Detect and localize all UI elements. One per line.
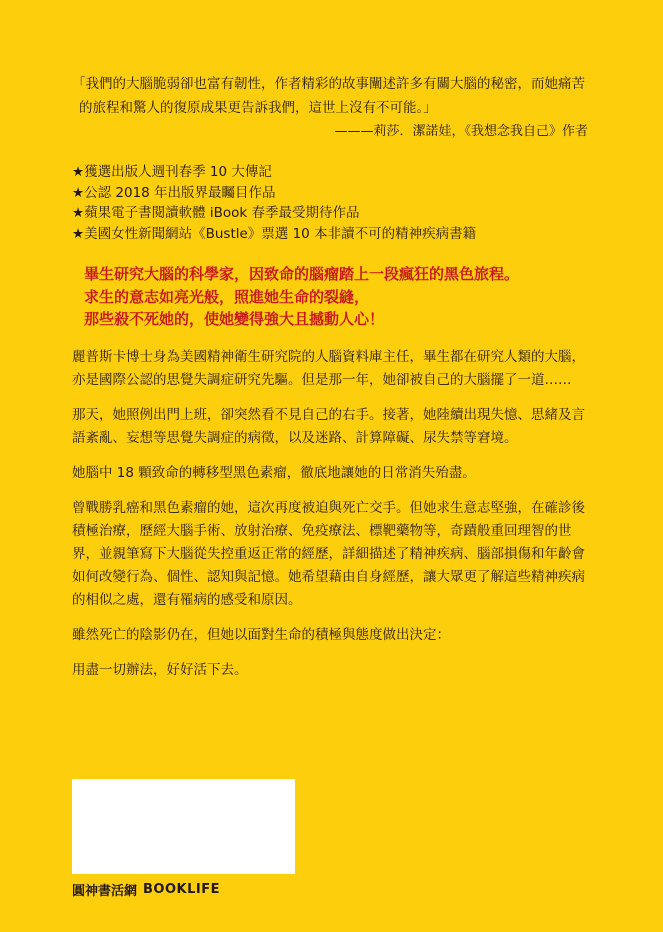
synopsis-paragraph: 那天，她照例出門上班，卻突然看不見自己的右手。接著，她陸續出現失憶、思緒及言語紊亂、妄想等思覺失調症的病徵，以及迷路、計算障礙、尿失禁等窘境。 — [72, 407, 585, 446]
award-item: ★獲選出版人週刊春季 10 大傳記 — [72, 164, 272, 180]
barcode-area — [72, 779, 295, 874]
synopsis-paragraph: 雖然死亡的陰影仍在，但她以面對生命的積極與態度做出決定： — [72, 627, 450, 643]
synopsis — [72, 346, 596, 693]
tagline-line: 那些殺不死她的，使她變得強大且撼動人心！ — [84, 310, 385, 328]
synopsis-paragraph: 用盡一切辦法，好好活下去。 — [72, 662, 248, 678]
awards-list — [72, 162, 592, 244]
quote-text: 「我們的大腦脆弱卻也富有韌性，作者精彩的故事闡述許多有關大腦的秘密，而她痛苦的旅程和驚人的復原成果更告訴我們，這世上沒有不可能。」 — [72, 76, 585, 116]
endorsement-quote — [72, 72, 592, 144]
synopsis-paragraph: 曾戰勝乳癌和黑色素瘤的她，這次再度被迫與死亡交手。但她求生意志堅強，在確診後積極治療，歷經大腦手術、放射治療、免疫療法、標靶藥物等，奇蹟般重回理智的世界，並親筆寫下大腦從失控重返正常的經歷，詳細描述了精神疾病、腦部損傷和年齡會如何改變行為、個性、認知與記憶。她希望藉由自身經歷，讓大眾更了解這些精神疾病的相似之處，還有罹病的感受和原因。 — [72, 500, 585, 608]
tagline-line: 畢生研究大腦的科學家，因致命的腦瘤踏上一段瘋狂的黑色旅程。 — [84, 265, 520, 283]
tagline — [84, 263, 604, 331]
award-item: ★美國女性新聞網站《Bustle》票選 10 本非讀不可的精神疾病書籍 — [72, 225, 477, 242]
tagline-line: 求生的意志如亮光般，照進她生命的裂縫， — [84, 287, 370, 306]
publisher-logo — [72, 880, 220, 898]
quote-attribution: ———莉莎．潔諾娃，《我想念我自己》作者 — [334, 124, 588, 139]
publisher-name-chinese: 圓神書活網 — [72, 883, 138, 899]
synopsis-paragraph: 她腦中 18 顆致命的轉移型黑色素瘤，徹底地讓她的日常消失殆盡。 — [72, 465, 476, 481]
synopsis-paragraph: 麗普斯卡博士身為美國精神衛生研究院的人腦資料庫主任，畢生都在研究人類的大腦，亦是國際公認的思覺失調症研究先驅。但是那一年，她卻被自己的大腦擺了一道…… — [72, 349, 585, 388]
award-item: ★蘋果電子書閱讀軟體 iBook 春季最受期待作品 — [72, 205, 360, 221]
publisher-name-english: BOOKLIFE — [143, 881, 220, 897]
award-item: ★公認 2018 年出版界最矚目作品 — [72, 184, 276, 201]
